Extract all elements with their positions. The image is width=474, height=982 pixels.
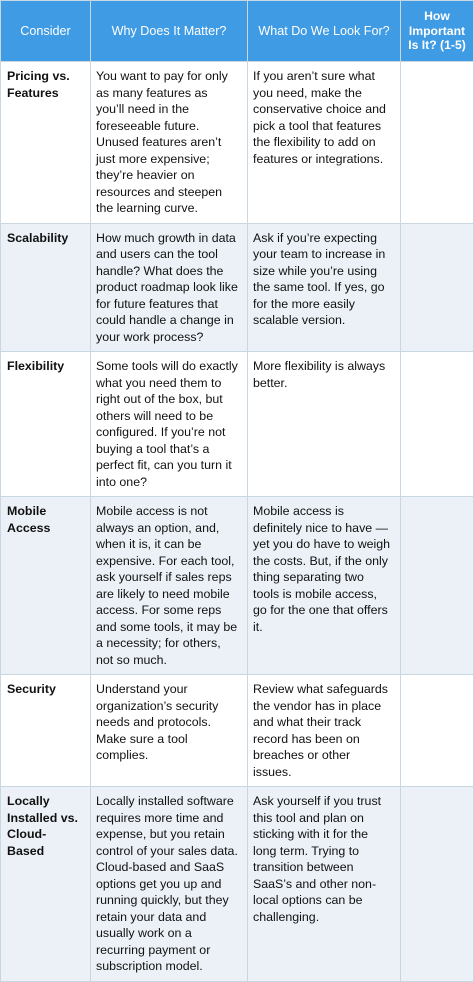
header-look-for [248, 1, 401, 62]
row-look-for: Review what safeguards the vendor has in place and what their track record has been on breaches or other issues. [253, 682, 388, 779]
row-importance[interactable] [401, 787, 473, 799]
row-consider: Scalability [7, 230, 69, 245]
table-row [1, 223, 474, 352]
row-look-for-cell [248, 675, 401, 787]
header-consider-label: Consider [20, 23, 71, 38]
row-look-for-cell [248, 223, 401, 352]
row-importance[interactable] [401, 352, 473, 364]
row-consider: Pricing vs. Features [7, 69, 70, 100]
row-consider: Locally Installed vs. Cloud-Based [7, 794, 78, 858]
row-consider: Mobile Access [7, 504, 51, 535]
header-consider [1, 1, 91, 62]
row-look-for-cell [248, 62, 401, 224]
row-look-for: If you aren’t sure what you need, make the conservative choice and pick a tool that features the flexibility to add on features or integrations. [253, 69, 386, 166]
header-row [1, 1, 474, 62]
table-row [1, 352, 474, 497]
row-consider-cell [1, 497, 91, 675]
row-importance[interactable] [401, 675, 473, 687]
row-importance[interactable] [401, 62, 473, 74]
row-look-for: Mobile access is definitely nice to have — yet you do have to weigh the costs. But, if the only thing separating two tools is mobile access, go for the one that offers it. [253, 504, 391, 634]
row-why-cell [91, 497, 248, 675]
row-consider: Flexibility [7, 359, 65, 373]
row-consider-cell [1, 787, 91, 982]
row-importance-cell[interactable] [401, 352, 474, 497]
header-why [91, 1, 248, 62]
table-header [1, 1, 474, 62]
row-importance-cell[interactable] [401, 497, 474, 675]
table-body [1, 62, 474, 982]
row-look-for-cell [248, 787, 401, 982]
row-why: How much growth in data and users can the tool handle? What does the product roadmap look like for future features that could handle a change in your work process? [96, 230, 238, 344]
row-why: You want to pay for only as many features as you’ll need in the foreseeable future. Unused features aren’t just more expensive; they’re heavier on resources and steepen the learning curve. [96, 69, 228, 215]
header-look-for-label: What Do We Look For? [258, 23, 390, 38]
row-look-for: More flexibility is always better. [253, 359, 386, 390]
row-look-for: Ask yourself if you trust this tool and plan on sticking with it for the long term. Trying to transition between SaaS’s and other non-local options can be challenging. [253, 794, 382, 924]
header-why-label: Why Does It Matter? [111, 23, 227, 38]
row-consider-cell [1, 223, 91, 352]
table-row [1, 787, 474, 982]
row-consider-cell [1, 352, 91, 497]
row-why-cell [91, 787, 248, 982]
row-importance-cell[interactable] [401, 223, 474, 352]
header-importance [401, 1, 474, 62]
row-why: Mobile access is not always an option, and, when it is, it can be expensive. For each tool, ask yourself if sales reps are likely to need mobile access. For some reps and some tools, it may be a necessity; for others, not so much. [96, 504, 238, 667]
row-why: Locally installed software requires more time and expense, but you retain control of your sales data. Cloud-based and SaaS options get you up and running quickly, but they retain your data and usually work on a recurring payment or subscription model. [96, 794, 238, 973]
row-why: Understand your organization’s security needs and protocols. Make sure a tool complies. [96, 682, 219, 762]
row-importance-cell[interactable] [401, 675, 474, 787]
row-consider-cell [1, 62, 91, 224]
header-importance-label: How Important Is It? (1-5) [408, 9, 466, 53]
table-row [1, 62, 474, 224]
row-importance[interactable] [401, 497, 473, 509]
row-importance[interactable] [401, 224, 473, 236]
row-importance-cell[interactable] [401, 787, 474, 982]
table-row [1, 675, 474, 787]
row-importance-cell[interactable] [401, 62, 474, 224]
row-look-for: Ask if you’re expecting your team to increase in size while you’re using the same tool. If yes, go for the more easily scalable version. [253, 230, 386, 327]
table-row [1, 497, 474, 675]
row-look-for-cell [248, 497, 401, 675]
row-why: Some tools will do exactly what you need them to right out of the box, but others will need to be configured. If you’re not buying a tool that’s a perfect fit, can you turn it into one? [96, 359, 238, 489]
row-consider: Security [7, 682, 56, 696]
row-consider-cell [1, 675, 91, 787]
row-why-cell [91, 675, 248, 787]
row-why-cell [91, 223, 248, 352]
row-why-cell [91, 62, 248, 224]
row-why-cell [91, 352, 248, 497]
row-look-for-cell [248, 352, 401, 497]
